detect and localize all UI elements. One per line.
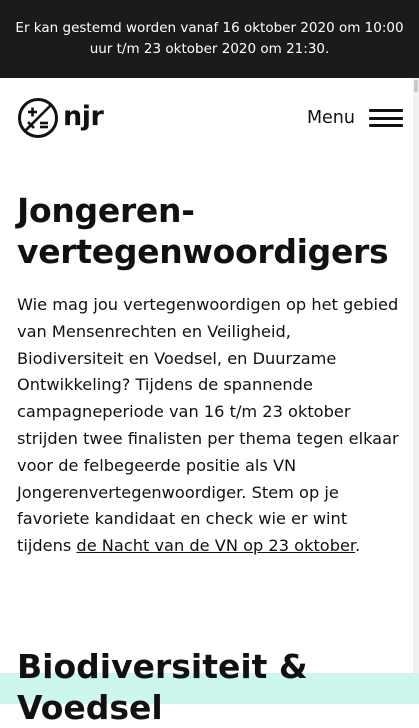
menu-label: Menu xyxy=(306,108,355,128)
main-content xyxy=(17,190,401,560)
intro-end: . xyxy=(355,536,361,556)
logo-text: njr xyxy=(63,100,104,132)
njr-logo-icon xyxy=(17,97,59,139)
scrollbar[interactable] xyxy=(413,78,419,704)
notice-text: Er kan gestemd worden vanaf 16 oktober 2020 om 10:00 uur t/m 23 oktober 2020 om 21:30. xyxy=(15,20,404,57)
intro-paragraph xyxy=(17,292,401,560)
logo-link[interactable] xyxy=(17,97,103,139)
nacht-van-de-vn-link[interactable]: de Nacht van de VN op 23 oktober xyxy=(76,536,356,556)
menu-button[interactable] xyxy=(307,108,403,128)
site-header xyxy=(0,78,419,158)
page-title: Jongeren-vertegenwoordigers xyxy=(17,191,389,271)
scrollbar-thumb[interactable] xyxy=(414,80,418,92)
notice-bar xyxy=(0,0,419,78)
hamburger-icon xyxy=(369,109,403,127)
section-title: Biodiversiteit & Voedsel xyxy=(17,647,308,727)
intro-text: Wie mag jou vertegenwoordigen op het gebied van Mensenrechten en Veiligheid, Biodiversiteit en Voedsel, en Duurzame Ontwikkeling? Tijdens de spannende campagneperiode van 16 t/m 23 oktober strijden twee finalisten per thema tegen elkaar voor de felbegeerde positie als VN Jongerenvertegenwoordiger. Stem op je favoriete kandidaat en check wie er wint tijdens xyxy=(17,295,399,556)
